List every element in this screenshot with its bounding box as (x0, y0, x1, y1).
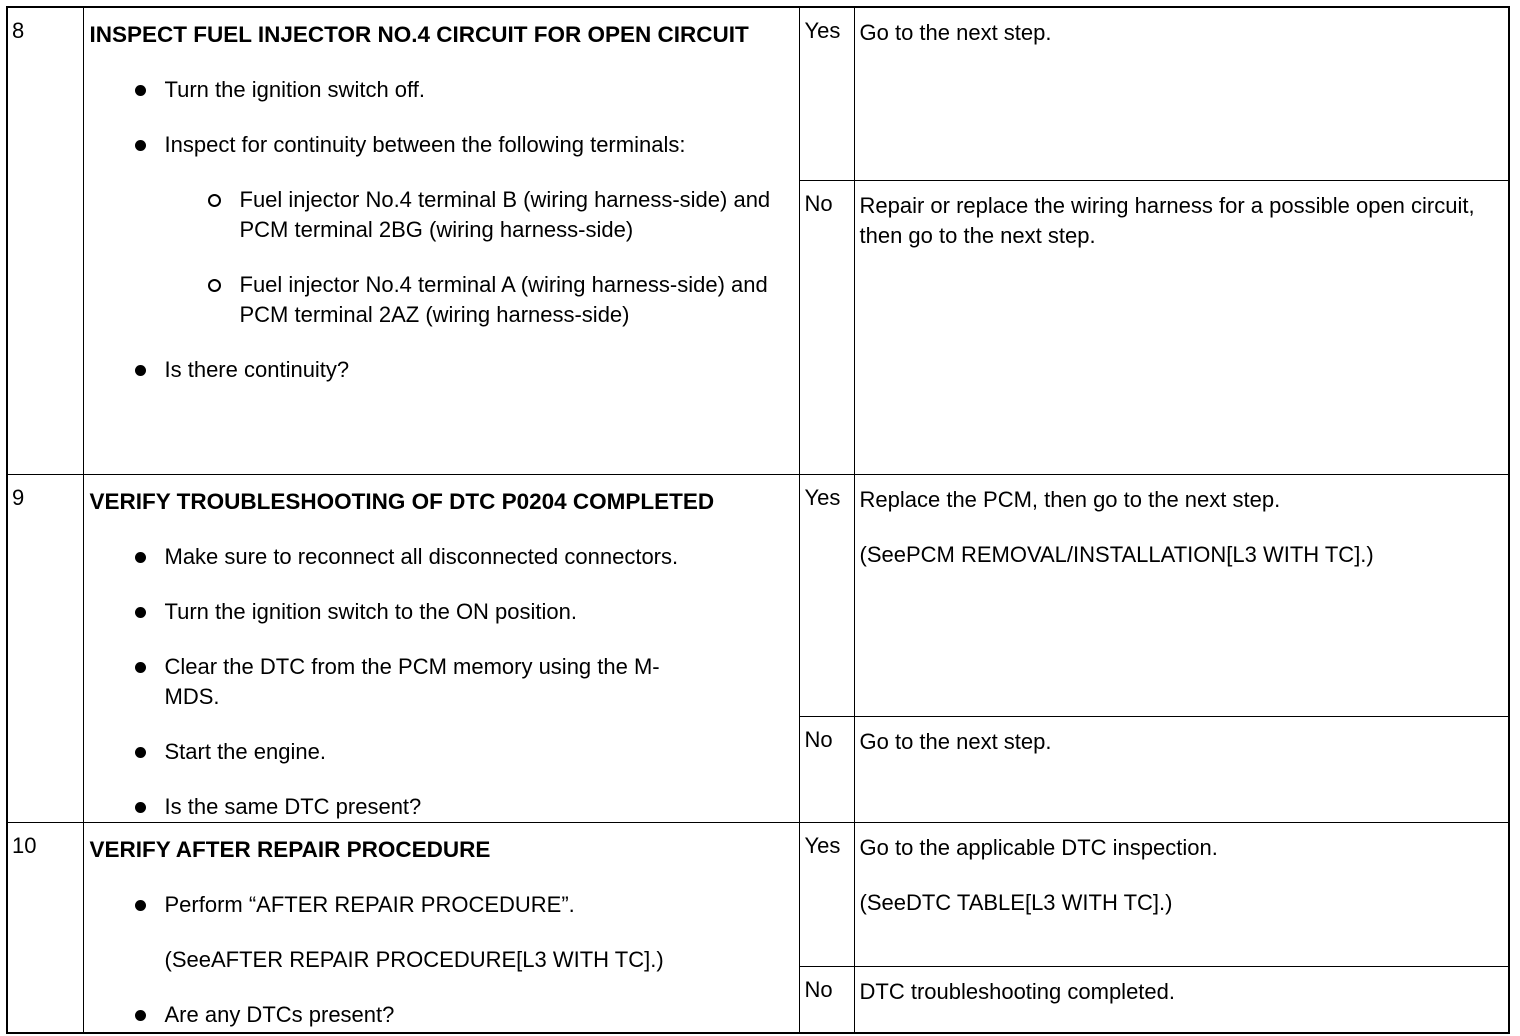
action-text: Repair or replace the wiring harness for a possible open circuit, then go to the next step. (859, 192, 1475, 248)
step-title: INSPECT FUEL INJECTOR NO.4 CIRCUIT FOR OPEN CIRCUIT (89, 22, 749, 47)
bullet-list (90, 542, 789, 822)
bullet-item: Perform “AFTER REPAIR PROCEDURE”. (90, 890, 789, 920)
bullet-item: Is the same DTC present? (90, 792, 789, 822)
bullet-text: Inspect for continuity between the following terminals: (164, 132, 686, 157)
no-action (854, 716, 1509, 822)
bullet-list (90, 1000, 789, 1030)
step-8-yes-row (7, 7, 1509, 180)
bullet-list (90, 890, 789, 920)
action-text: Go to the applicable DTC inspection. (859, 834, 1218, 860)
bullet-item: Turn the ignition switch to the ON position. (90, 597, 789, 627)
action-text: Go to the next step. (859, 728, 1052, 754)
bullet-item: Are any DTCs present? (90, 1000, 789, 1030)
no-action (854, 180, 1509, 474)
step-10-yes-row (7, 822, 1509, 966)
step-title: VERIFY TROUBLESHOOTING OF DTC P0204 COMPLETED (89, 488, 715, 514)
step-title: VERIFY AFTER REPAIR PROCEDURE (89, 836, 491, 862)
no-label: No (799, 180, 854, 474)
bullet-item: Make sure to reconnect all disconnected connectors. (90, 542, 789, 572)
step-description (83, 474, 799, 822)
reference-link[interactable]: (SeeAFTER REPAIR PROCEDURE[L3 WITH TC].) (164, 946, 664, 972)
step-number: 9 (7, 474, 83, 822)
step-number: 10 (7, 822, 83, 1033)
bullet-item: Start the engine. (90, 737, 789, 767)
sub-bullet-list (165, 185, 789, 330)
yes-action (854, 474, 1509, 716)
troubleshooting-table (6, 6, 1510, 1034)
no-label: No (799, 716, 854, 822)
bullet-item (90, 130, 789, 330)
yes-label: Yes (799, 474, 854, 716)
reference-link[interactable]: (SeeDTC TABLE[L3 WITH TC].) (859, 889, 1173, 915)
action-text: DTC troubleshooting completed. (859, 978, 1175, 1004)
bullet-item: Clear the DTC from the PCM memory using the M-MDS. (90, 652, 789, 712)
action-text: Go to the next step. (859, 20, 1052, 45)
sub-bullet-item: Fuel injector No.4 terminal A (wiring harness-side) and PCM terminal 2AZ (wiring harness-side) (165, 270, 789, 330)
yes-action (854, 822, 1509, 966)
step-number: 8 (7, 7, 83, 474)
bullet-item: Turn the ignition switch off. (90, 75, 789, 105)
step-9-yes-row (7, 474, 1509, 716)
step-description (83, 822, 799, 1033)
yes-action (854, 7, 1509, 180)
bullet-item: Is there continuity? (90, 355, 789, 385)
sub-bullet-item: Fuel injector No.4 terminal B (wiring harness-side) and PCM terminal 2BG (wiring harness-side) (165, 185, 789, 245)
yes-label: Yes (799, 7, 854, 180)
action-text: Replace the PCM, then go to the next step. (859, 486, 1281, 512)
yes-label: Yes (799, 822, 854, 966)
bullet-list (90, 75, 789, 385)
step-description (83, 7, 799, 474)
reference-link[interactable]: (SeePCM REMOVAL/INSTALLATION[L3 WITH TC].) (859, 541, 1374, 567)
no-label: No (799, 966, 854, 1033)
no-action (854, 966, 1509, 1033)
